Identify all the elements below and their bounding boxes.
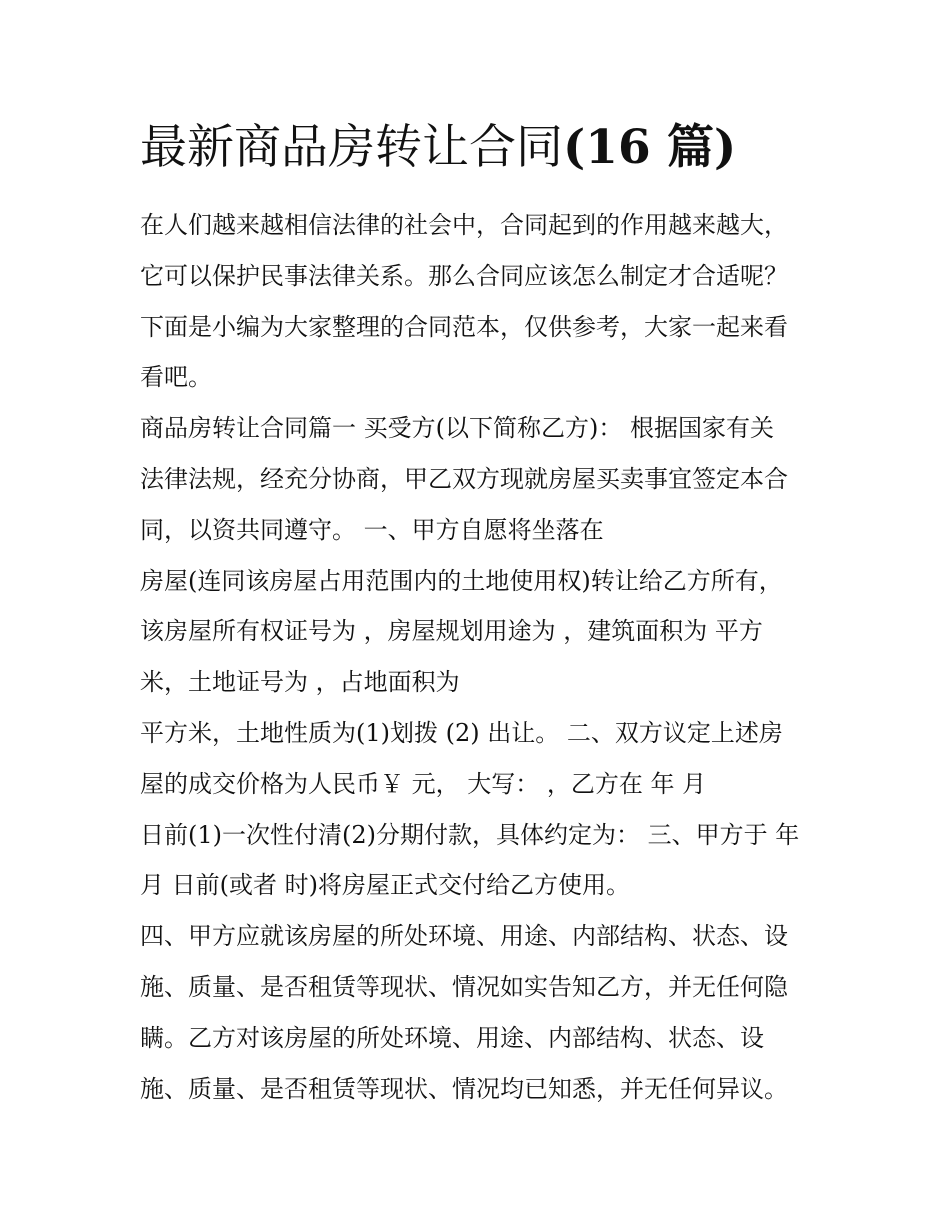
body-line: 房屋(连同该房屋占用范围内的土地使用权)转让给乙方所有， — [140, 566, 783, 595]
body-line: 月 日前(或者 时)将房屋正式交付给乙方使用。 — [140, 871, 630, 900]
body-line: 看吧。 — [140, 363, 212, 392]
body-line: 同，以资共同遵守。 一、甲方自愿将坐落在 — [140, 515, 604, 544]
body-line: 屋的成交价格为人民币￥ 元， 大写： ，乙方在 年 月 — [140, 769, 707, 798]
body-line: 四、甲方应就该房屋的所处环境、用途、内部结构、状态、设 — [140, 922, 788, 951]
document-title — [140, 118, 736, 178]
body-line: 在人们越来越相信法律的社会中，合同起到的作用越来越大， — [140, 211, 788, 239]
body-line: 该房屋所有权证号为 ，房屋规划用途为 ，建筑面积为 平方 — [140, 617, 763, 646]
body-line: 平方米，土地性质为(1)划拨 (2) 出让。 二、双方议定上述房 — [140, 718, 783, 747]
body-line: 米，土地证号为 ，占地面积为 — [140, 668, 460, 697]
body-line: 下面是小编为大家整理的合同范本，仅供参考，大家一起来看 — [140, 312, 788, 341]
body-line: 法律法规，经充分协商，甲乙双方现就房屋买卖事宜签定本合 — [140, 464, 788, 493]
title-suffix: (16 篇) — [563, 120, 737, 175]
body-line: 瞒。乙方对该房屋的所处环境、用途、内部结构、状态、设 — [140, 1023, 764, 1052]
document-body — [140, 200, 830, 1114]
body-line: 施、质量、是否租赁等现状、情况均已知悉，并无任何异议。 — [140, 1074, 788, 1103]
title-main: 最新商品房转让合同 — [140, 120, 563, 175]
body-line: 施、质量、是否租赁等现状、情况如实告知乙方，并无任何隐 — [140, 972, 788, 1001]
body-line: 日前(1)一次性付清(2)分期付款，具体约定为： 三、甲方于 年 — [140, 820, 800, 849]
body-line: 它可以保护民事法律关系。那么合同应该怎么制定才合适呢？ — [140, 261, 788, 290]
body-line: 商品房转让合同篇一 买受方(以下简称乙方)： 根据国家有关 — [140, 414, 774, 443]
